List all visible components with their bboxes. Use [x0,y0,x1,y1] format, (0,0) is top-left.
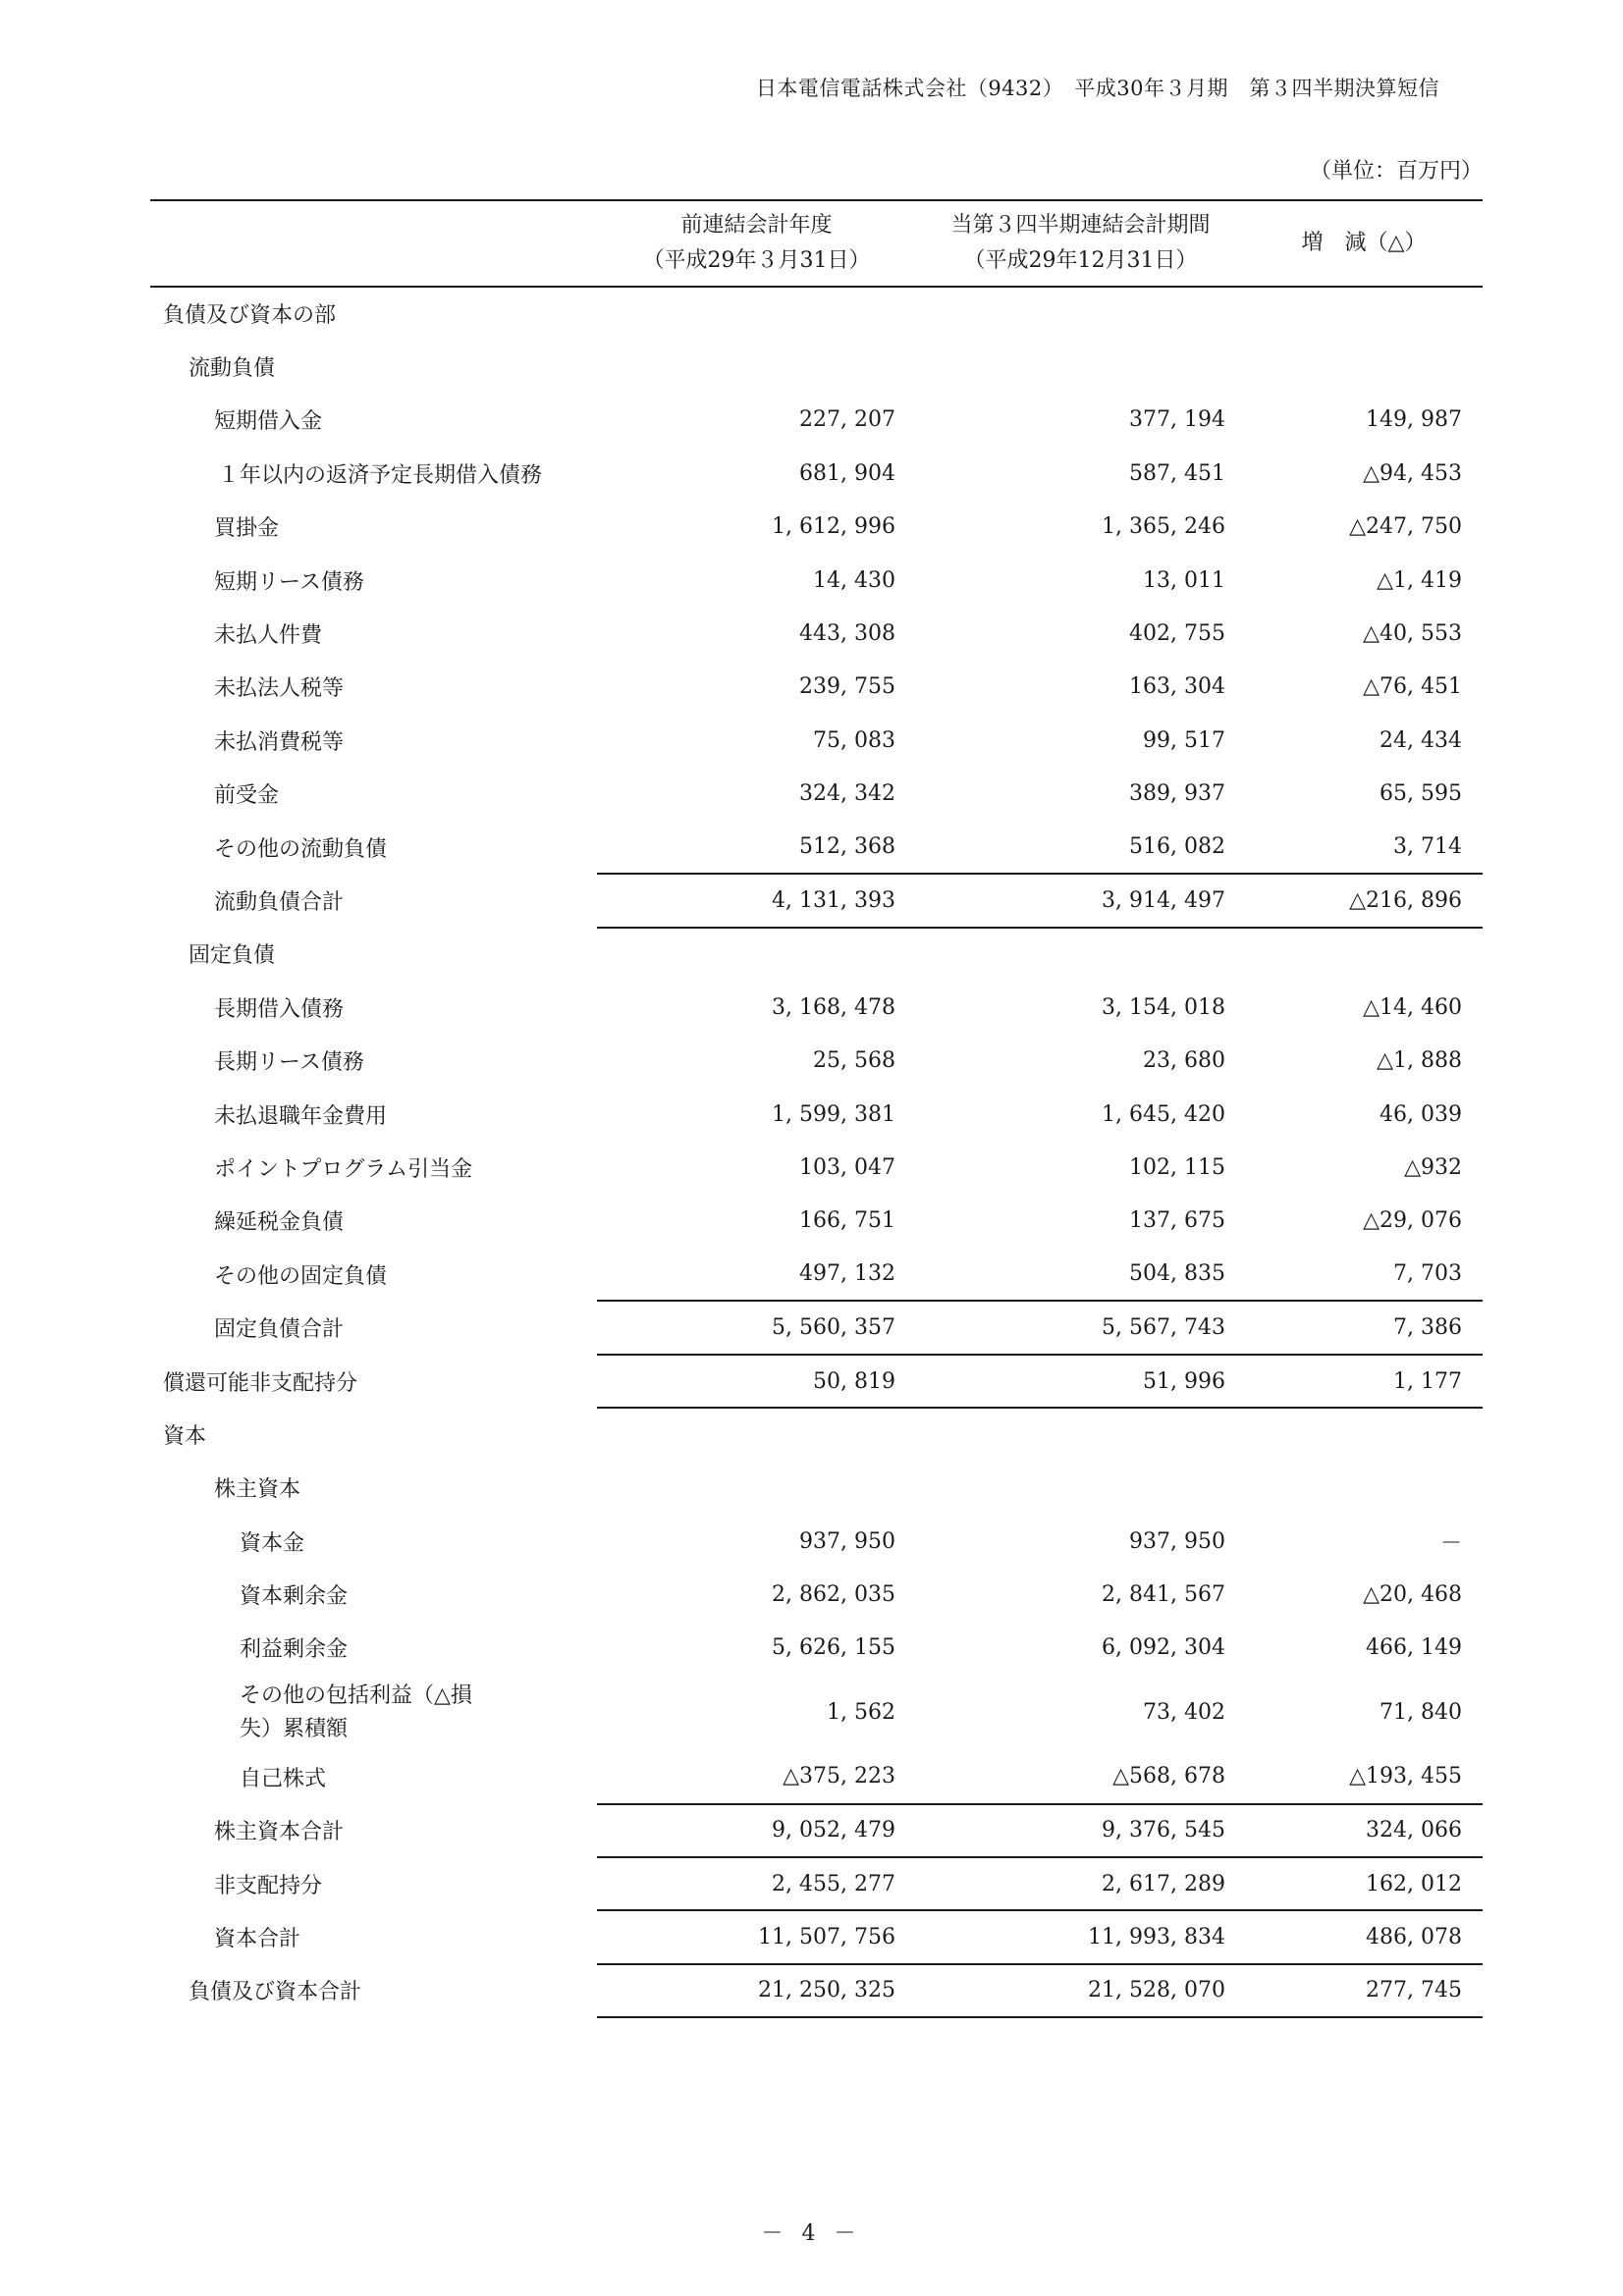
table-row [150,394,1483,447]
curr-value: 6, 092, 304 [1102,1635,1225,1661]
prev-value: 2, 862, 035 [772,1582,895,1608]
prev-value: 14, 430 [813,567,895,593]
row-label: 負債及び資本の部 [163,303,337,329]
diff-value: △29, 076 [1363,1208,1462,1234]
diff-value: △94, 453 [1363,460,1462,486]
diff-value: 162, 012 [1245,1857,1483,1910]
diff-value: 7, 703 [1393,1261,1462,1287]
table-row [150,821,1483,874]
curr-value: 2, 617, 289 [916,1857,1245,1910]
prev-value [597,287,916,340]
header-curr-title: 当第３四半期連結会計期間 [950,213,1211,238]
table-row [150,554,1483,607]
balance-sheet-table [150,199,1483,2018]
prev-value: 227, 207 [799,407,895,433]
table-row [150,1857,1483,1910]
curr-value: △568, 678 [1112,1764,1225,1789]
section-row [150,340,1483,393]
subtotal-row [150,1804,1483,1857]
subtotal-row [150,1301,1483,1354]
table-row [150,981,1483,1034]
subtotal-row [150,1910,1483,1963]
table-body [150,287,1483,2017]
row-label: 未払退職年金費用 [214,1103,388,1129]
curr-value: 937, 950 [1129,1528,1225,1554]
header-curr-date: （平成29年12月31日） [963,248,1198,273]
row-label: 資本金 [240,1530,305,1556]
curr-value [916,287,1245,340]
row-label: １年以内の返済予定長期借入債務 [218,462,543,488]
row-label: 株主資本 [214,1477,301,1503]
curr-value: 73, 402 [1143,1700,1225,1726]
prev-value [597,1408,916,1461]
curr-value: 13, 011 [1143,567,1225,593]
prev-value: 1, 562 [827,1700,895,1726]
row-label: 未払法人税等 [214,676,345,702]
row-label: 非支配持分 [214,1873,323,1898]
table-row [150,607,1483,660]
table-header [150,200,1483,287]
row-label: その他の包括利益（△損失）累積額 [240,1682,472,1741]
curr-value: 102, 115 [1129,1154,1225,1180]
prev-value: 3, 168, 478 [772,994,895,1020]
curr-value: 23, 680 [1143,1048,1225,1074]
table-row [150,768,1483,821]
curr-value: 2, 841, 567 [1102,1582,1225,1608]
table-row [150,1248,1483,1301]
curr-value: 9, 376, 545 [916,1804,1245,1857]
section-row [150,287,1483,340]
row-label: 株主資本合計 [214,1820,345,1845]
curr-value: 504, 835 [1129,1261,1225,1287]
prev-value: 11, 507, 756 [597,1910,916,1963]
diff-value: △932 [1404,1154,1462,1180]
diff-value [1245,1408,1483,1461]
prev-value: 1, 612, 996 [772,514,895,540]
row-label: 未払消費税等 [214,729,345,755]
table-row [150,1355,1483,1408]
row-label: 資本 [163,1423,207,1449]
subtotal-row [150,874,1483,927]
prev-value: 9, 052, 479 [597,1804,916,1857]
table-row [150,501,1483,554]
header-prev-period [597,200,916,287]
diff-value: △247, 750 [1349,514,1462,540]
curr-value: 51, 996 [916,1355,1245,1408]
prev-value: 50, 819 [597,1355,916,1408]
curr-value: 21, 528, 070 [916,1964,1245,2017]
row-label: 利益剰余金 [240,1637,349,1663]
prev-value: 681, 904 [799,460,895,486]
row-label: 繰延税金負債 [214,1210,345,1236]
curr-value [916,340,1245,393]
diff-value: 149, 987 [1366,407,1462,433]
prev-value: 497, 132 [799,1261,895,1287]
curr-value: 3, 914, 497 [916,874,1245,927]
curr-value: 587, 451 [1129,460,1225,486]
row-label: 資本合計 [214,1927,301,1952]
table-row [150,1034,1483,1087]
table-row [150,1141,1483,1194]
diff-value: 24, 434 [1380,727,1462,753]
total-row [150,1964,1483,2017]
diff-value: △76, 451 [1363,674,1462,700]
diff-value: － [1439,1530,1462,1556]
prev-value: 512, 368 [799,834,895,860]
curr-value: 5, 567, 743 [916,1301,1245,1354]
table-row [150,661,1483,714]
row-label: 償還可能非支配持分 [163,1370,358,1396]
diff-value: △216, 896 [1245,874,1483,927]
prev-value: 4, 131, 393 [597,874,916,927]
curr-value: 1, 365, 246 [1102,514,1225,540]
prev-value: 239, 755 [799,674,895,700]
prev-value [597,1462,916,1515]
diff-value: △40, 553 [1363,621,1462,647]
diff-value: 3, 714 [1393,834,1462,860]
curr-value [916,1462,1245,1515]
diff-value: 486, 078 [1245,1910,1483,1963]
prev-value [597,928,916,981]
curr-value [916,1408,1245,1461]
section-row [150,1462,1483,1515]
curr-value: 163, 304 [1129,674,1225,700]
table-row [150,1088,1483,1141]
curr-value: 402, 755 [1129,621,1225,647]
diff-value: 277, 745 [1245,1964,1483,2017]
row-label: 流動負債合計 [214,889,345,915]
section-row [150,928,1483,981]
table-row [150,1675,1483,1750]
prev-value: 2, 455, 277 [597,1857,916,1910]
row-label: その他の流動負債 [214,836,388,862]
header-diff: 増 減（△） [1245,200,1483,287]
diff-value: 46, 039 [1380,1101,1462,1127]
row-label: その他の固定負債 [214,1263,388,1289]
prev-value: 5, 626, 155 [772,1635,895,1661]
section-row [150,1408,1483,1461]
table-row [150,1195,1483,1248]
table-row [150,714,1483,767]
curr-value: 516, 082 [1129,834,1225,860]
prev-value: 1, 599, 381 [772,1101,895,1127]
diff-value: △20, 468 [1363,1582,1462,1608]
row-label: 負債及び資本合計 [189,1980,362,2005]
table-row [150,1622,1483,1675]
header-prev-title: 前連結会計年度 [680,213,833,238]
row-label: 固定負債合計 [214,1317,345,1343]
row-label: 自己株式 [240,1766,327,1791]
diff-value: 65, 595 [1380,781,1462,807]
diff-value: 324, 066 [1245,1804,1483,1857]
row-label: 流動負債 [189,356,276,382]
prev-value: 25, 568 [813,1048,895,1074]
unit-label: （単位：百万円） [1309,159,1483,184]
curr-value: 137, 675 [1129,1208,1225,1234]
prev-value: 443, 308 [799,621,895,647]
row-label: 前受金 [214,783,280,809]
diff-value: 71, 840 [1380,1700,1462,1726]
row-label: ポイントプログラム引当金 [214,1156,473,1182]
curr-value: 99, 517 [1143,727,1225,753]
prev-value: 103, 047 [799,1154,895,1180]
curr-value: 377, 194 [1129,407,1225,433]
table-row [150,1750,1483,1803]
page-number: － 4 － [761,2221,862,2246]
table-row [150,447,1483,500]
diff-value [1245,340,1483,393]
prev-value [597,340,916,393]
diff-value [1245,287,1483,340]
row-label: 長期リース債務 [214,1050,364,1076]
row-label: 未払人件費 [214,623,323,649]
diff-value [1245,1462,1483,1515]
curr-value [916,928,1245,981]
header-prev-date: （平成29年３月31日） [642,248,871,273]
row-label: 短期借入金 [214,409,323,435]
curr-value: 3, 154, 018 [1102,994,1225,1020]
curr-value: 1, 645, 420 [1102,1101,1225,1127]
diff-value: △193, 455 [1349,1764,1462,1789]
header-label-cell [150,200,597,287]
prev-value: 21, 250, 325 [597,1964,916,2017]
prev-value: 324, 342 [799,781,895,807]
diff-value: △1, 419 [1377,567,1462,593]
diff-value: 7, 386 [1245,1301,1483,1354]
prev-value: 5, 560, 357 [597,1301,916,1354]
prev-value: 166, 751 [799,1208,895,1234]
table-row [150,1568,1483,1621]
row-label: 固定負債 [189,943,276,969]
diff-value: △1, 888 [1377,1048,1462,1074]
diff-value: 1, 177 [1245,1355,1483,1408]
prev-value: 937, 950 [799,1528,895,1554]
row-label: 短期リース債務 [214,569,364,595]
header-curr-period [916,200,1245,287]
row-label: 長期借入債務 [214,996,345,1022]
prev-value: 75, 083 [813,727,895,753]
curr-value: 11, 993, 834 [916,1910,1245,1963]
diff-value [1245,928,1483,981]
prev-value: △375, 223 [783,1764,895,1789]
row-label: 資本剰余金 [240,1584,349,1610]
diff-value: △14, 460 [1363,994,1462,1020]
document-header: 日本電信電話株式会社（9432） 平成30年３月期 第３四半期決算短信 [755,77,1439,100]
curr-value: 389, 937 [1129,781,1225,807]
diff-value: 466, 149 [1366,1635,1462,1661]
row-label: 買掛金 [214,516,280,542]
table-row [150,1515,1483,1568]
